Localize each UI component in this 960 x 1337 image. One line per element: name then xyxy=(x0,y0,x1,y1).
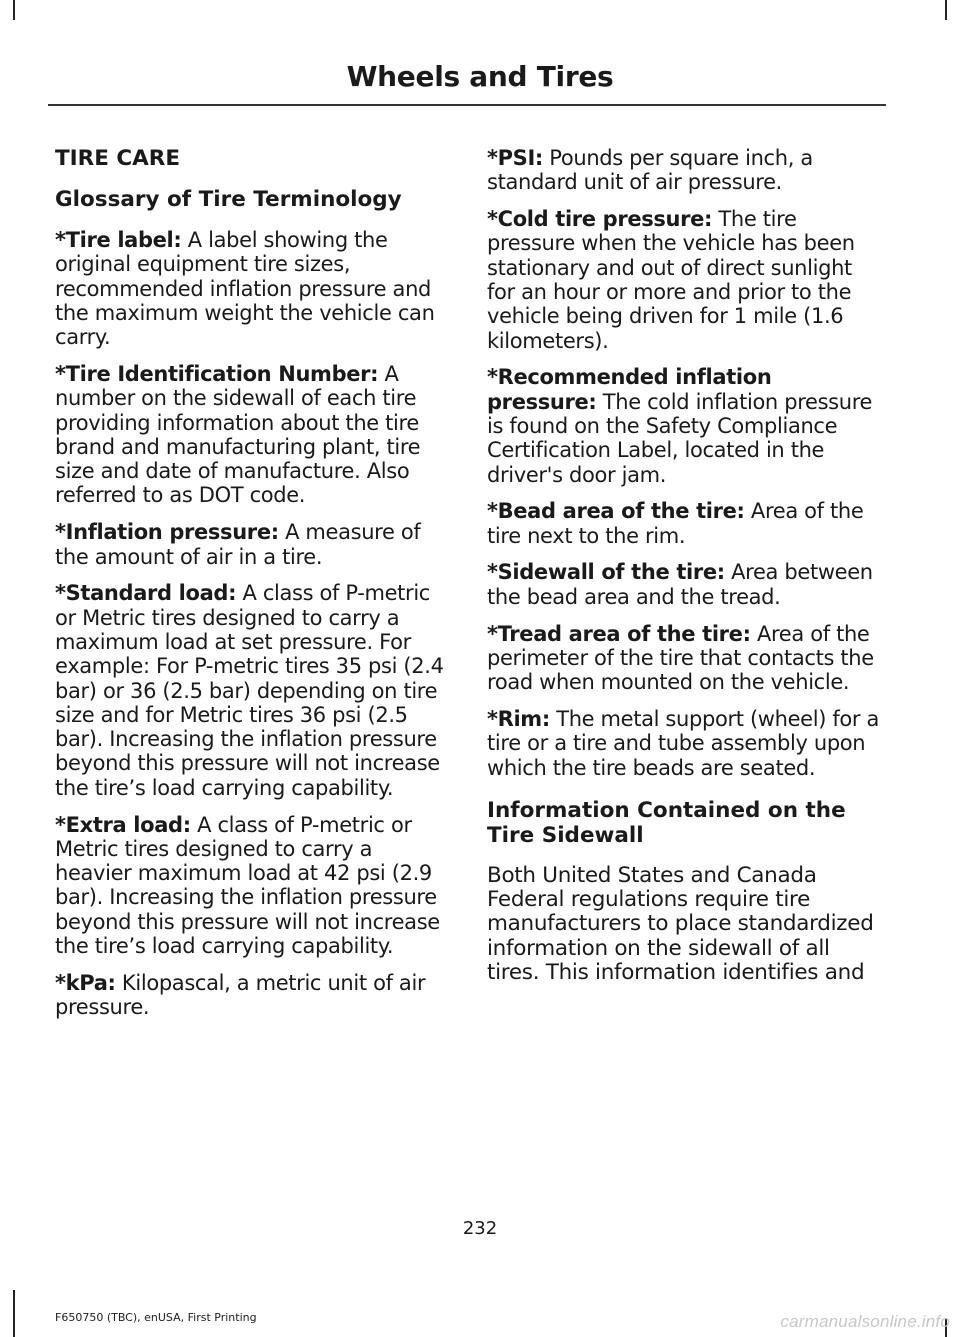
glossary-definition: A class of P-metric or Metric tires designed to carry a heavier maximum load at 42 psi (2.9 bar). Increasing the inflation pressure beyond this pressure will not increase the tire’s load carrying capability. xyxy=(55,812,440,959)
glossary-entry xyxy=(487,146,885,195)
glossary-entry xyxy=(487,560,885,609)
glossary-term: *Cold tire pressure: xyxy=(487,207,713,232)
right-column xyxy=(487,146,885,985)
glossary-definition: The cold inflation pressure is found on the Safety Compliance Certification Label, located in the driver's door jam. xyxy=(487,389,873,487)
glossary-term: *Sidewall of the tire: xyxy=(487,560,725,585)
crop-mark-bottom-left xyxy=(13,1290,15,1337)
crop-mark-top-left xyxy=(13,0,15,20)
left-column xyxy=(55,146,453,1032)
glossary-entry xyxy=(487,365,885,486)
glossary-entry xyxy=(487,622,885,695)
glossary-definition: A label showing the original equipment tire sizes, recommended inflation pressure and the maximum weight the vehicle can carry. xyxy=(55,228,435,350)
glossary-entry xyxy=(55,581,453,800)
glossary-definition: A class of P-metric or Metric tires designed to carry a maximum load at set pressure. For example: For P-metric tires 35 psi (2.4 bar) or 36 (2.5 bar) depending on tire size and for Metric tires 36 psi (2.5 bar). Increasing the inflation pressure beyond this pressure will not increase the tire’s load carrying capability. xyxy=(55,581,444,800)
glossary-entry xyxy=(55,228,453,349)
glossary-term: *Extra load: xyxy=(55,812,191,837)
watermark: carmanualsonline.info xyxy=(780,1312,950,1331)
glossary-definition: The tire pressure when the vehicle has been stationary and out of direct sunlight for an hour or more and prior to the vehicle being driven for 1 mile (1.6 kilometers). xyxy=(487,207,855,353)
glossary-term: *Bead area of the tire: xyxy=(487,499,745,524)
page-number: 232 xyxy=(462,1218,498,1239)
print-footer: F650750 (TBC), enUSA, First Printing xyxy=(55,1311,257,1324)
glossary-entry xyxy=(487,207,885,353)
glossary-definition: Kilopascal, a metric unit of air pressure. xyxy=(55,970,426,1020)
glossary-definition: A measure of the amount of air in a tire. xyxy=(55,520,421,569)
glossary-entry xyxy=(55,362,453,508)
sidewall-info-title: Information Contained on the Tire Sidewall xyxy=(487,797,846,848)
glossary-entry xyxy=(487,499,885,548)
glossary-term: *Inflation pressure: xyxy=(55,520,279,545)
glossary-title: Glossary of Tire Terminology xyxy=(55,187,402,212)
section-title: TIRE CARE xyxy=(55,146,181,171)
sidewall-info-paragraph: Both United States and Canada Federal regulations require tire manufacturers to place standardized information on the sidewall of all tires. This information identifies and xyxy=(487,862,874,986)
crop-mark-top-right xyxy=(945,0,947,20)
glossary-term: *kPa: xyxy=(55,970,116,995)
glossary-term: *Tire label: xyxy=(55,228,182,252)
glossary-term: *Recommended inflation pressure: xyxy=(487,365,772,414)
glossary-definition: Area of the perimeter of the tire that contacts the road when mounted on the vehicle. xyxy=(487,621,874,695)
glossary-definition: Area between the bead area and the tread. xyxy=(487,560,873,609)
glossary-entry xyxy=(55,971,453,1020)
header-divider xyxy=(48,104,886,106)
glossary-entry xyxy=(55,813,453,959)
glossary-term: *PSI: xyxy=(487,146,543,170)
glossary-definition: A number on the sidewall of each tire providing information about the tire brand and manufacturing plant, tire size and date of manufacture. Also referred to as DOT code. xyxy=(55,361,421,508)
glossary-entry xyxy=(55,520,453,569)
glossary-term: *Tire Identification Number: xyxy=(55,361,379,386)
glossary-entry xyxy=(487,707,885,780)
glossary-term: *Rim: xyxy=(487,706,550,731)
glossary-term: *Standard load: xyxy=(55,581,237,606)
glossary-definition: The metal support (wheel) for a tire or a tire and tube assembly upon which the tire beads are seated. xyxy=(487,706,880,780)
page-header-title: Wheels and Tires xyxy=(346,60,614,93)
glossary-definition: Pounds per square inch, a standard unit of air pressure. xyxy=(487,146,813,195)
glossary-term: *Tread area of the tire: xyxy=(487,621,751,646)
glossary-definition: Area of the tire next to the rim. xyxy=(487,499,864,548)
